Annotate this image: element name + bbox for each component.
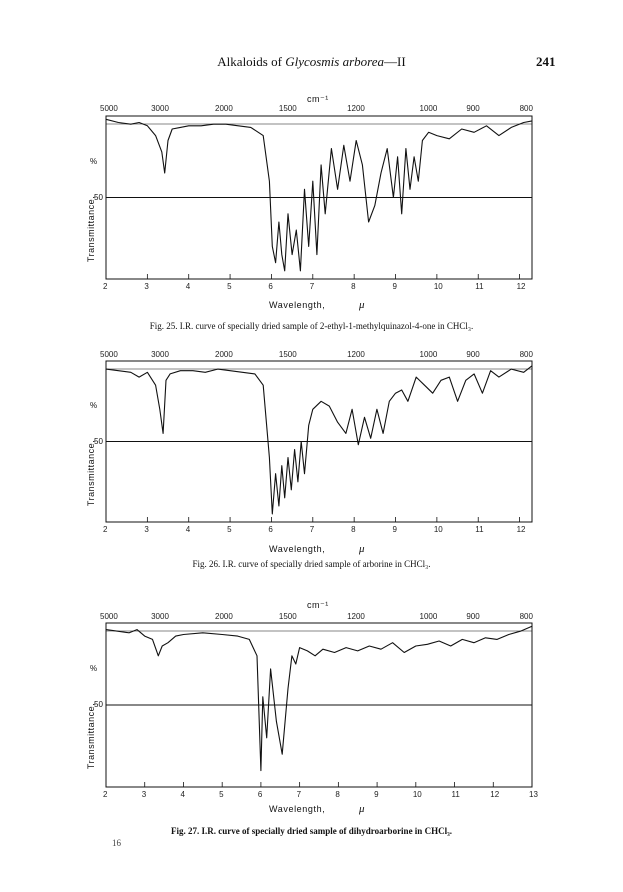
figure-27-wavenumber-tick: 2000 bbox=[215, 612, 233, 621]
figure-26-wavelength-tick: 7 bbox=[309, 525, 315, 534]
figure-25-wavelength-tick: 3 bbox=[144, 282, 149, 291]
figure-26-wavelength-tick: 11 bbox=[475, 525, 484, 534]
figure-27-wavenumber-tick: 1000 bbox=[419, 612, 438, 621]
figure-25-caption: Fig. 25. I.R. curve of specially dried sample of 2-ethyl-1-methylquinazol-4-one in CHCl₃. bbox=[149, 321, 474, 331]
figure-26-percent-symbol: % bbox=[90, 401, 98, 411]
figure-27-wavelength-tick: 4 bbox=[180, 790, 185, 799]
figure-27-wavelength-tick: 9 bbox=[374, 790, 379, 799]
figure-26-spectrum-line bbox=[106, 366, 532, 514]
figure-27-wavenumber-tick: 1500 bbox=[278, 612, 297, 621]
figure-25-percent-symbol: % bbox=[90, 156, 98, 166]
figure-26-x-axis-label: Wavelength, bbox=[269, 544, 326, 554]
figure-25-plot bbox=[106, 116, 532, 279]
figure-25-spectrum-line bbox=[106, 119, 532, 270]
figure-27-wavenumber-tick: 800 bbox=[519, 612, 533, 621]
figure-27-wavelength-tick: 11 bbox=[451, 790, 460, 799]
figure-25-wavenumber-tick: 900 bbox=[466, 104, 480, 113]
figure-26-wavelength-tick: 5 bbox=[227, 525, 232, 534]
figure-27-wavelength-tick: 12 bbox=[490, 790, 500, 799]
figure-25-unit-label: cm⁻¹ bbox=[307, 94, 329, 104]
figure-26-caption: Fig. 26. I.R. curve of specially dried sample of arborine in CHCl₃. bbox=[192, 559, 431, 569]
figure-26-x-axis-unit: μ bbox=[359, 543, 365, 555]
figure-25-wavelength-tick: 10 bbox=[433, 282, 443, 291]
figure-27-wavelength-tick: 8 bbox=[335, 790, 340, 799]
running-head: Alkaloids of Glycosmis arborea—II bbox=[217, 54, 406, 69]
figure-27-wavenumber-tick: 1200 bbox=[347, 612, 365, 621]
figure-26-plot bbox=[106, 361, 532, 522]
figure-25-wavenumber-tick: 5000 bbox=[100, 104, 118, 113]
figure-25-wavenumber-tick: 3000 bbox=[151, 104, 169, 113]
figure-25-x-axis-label: Wavelength, bbox=[269, 300, 326, 310]
figure-26-wavenumber-tick: 1500 bbox=[278, 350, 297, 359]
figure-26-y-axis-label: Transmittance, bbox=[86, 439, 96, 506]
figure-27-y-axis-label: Transmittance, bbox=[86, 702, 96, 770]
figure-27-plot bbox=[106, 623, 532, 787]
figure-25-wavelength-tick: 11 bbox=[475, 282, 484, 291]
figure-25-wavenumber-tick: 1000 bbox=[419, 104, 438, 113]
figure-27-wavelength-tick: 10 bbox=[412, 790, 422, 799]
figure-27-wavelength-tick: 2 bbox=[103, 790, 108, 799]
page-number: 241 bbox=[536, 54, 556, 69]
figure-27-unit-label: cm⁻¹ bbox=[307, 600, 329, 610]
figure-25-y-axis-label: Transmittance, bbox=[86, 195, 96, 262]
figure-27-caption: Fig. 27. I.R. curve of specially dried sample of dihydroarborine in CHCl₃. bbox=[170, 826, 453, 836]
figure-26-wavelength-tick: 2 bbox=[103, 525, 108, 534]
figure-27-fifty-label: 50 bbox=[94, 700, 103, 709]
figure-27-wavelength-tick: 13 bbox=[529, 790, 538, 799]
figure-25-wavelength-tick: 9 bbox=[392, 282, 397, 291]
figure-25-wavelength-tick: 7 bbox=[309, 282, 315, 291]
figure-27-wavelength-tick: 7 bbox=[296, 790, 302, 799]
figure-27-spectrum-line bbox=[106, 626, 532, 770]
figure-27-x-axis-label: Wavelength, bbox=[269, 804, 326, 814]
figure-27-wavelength-tick: 3 bbox=[141, 790, 147, 799]
figure-25-wavenumber-tick: 1500 bbox=[278, 104, 297, 113]
figure-26-wavenumber-tick: 800 bbox=[519, 350, 533, 359]
figure-27-x-axis-unit: μ bbox=[359, 803, 365, 815]
figure-26-wavenumber-tick: 1000 bbox=[419, 350, 438, 359]
figure-27-wavenumber-tick: 900 bbox=[466, 612, 480, 621]
figure-26-wavelength-tick: 8 bbox=[351, 525, 356, 534]
figure-26-fifty-label: 50 bbox=[94, 436, 103, 446]
figure-25-wavenumber-tick: 800 bbox=[519, 104, 533, 113]
figure-26-wavelength-tick: 10 bbox=[433, 525, 443, 534]
figure-25-wavelength-tick: 2 bbox=[103, 282, 108, 291]
figure-26-wavenumber-tick: 1200 bbox=[347, 350, 365, 359]
figure-26-wavenumber-tick: 2000 bbox=[215, 350, 233, 359]
figure-27-wavelength-tick: 5 bbox=[219, 790, 224, 799]
figure-26-wavelength-tick: 3 bbox=[144, 525, 149, 534]
figure-25-fifty-label: 50 bbox=[94, 192, 103, 202]
figure-25-x-axis-unit: μ bbox=[359, 299, 365, 311]
figure-27-wavenumber-tick: 5000 bbox=[100, 612, 118, 621]
figure-25-wavenumber-tick: 1200 bbox=[347, 104, 365, 113]
figure-26-wavelength-tick: 4 bbox=[185, 525, 191, 534]
figure-25-wavelength-tick: 12 bbox=[516, 282, 526, 291]
figure-26-wavelength-tick: 9 bbox=[392, 525, 397, 534]
figure-26-wavenumber-tick: 900 bbox=[466, 350, 480, 359]
figure-25-wavelength-tick: 4 bbox=[185, 282, 191, 291]
figure-26-wavelength-tick: 12 bbox=[516, 525, 526, 534]
figure-27-wavenumber-tick: 3000 bbox=[151, 612, 169, 621]
figure-25-wavelength-tick: 6 bbox=[268, 282, 273, 291]
figure-26-wavenumber-tick: 3000 bbox=[151, 350, 169, 359]
figure-26-wavelength-tick: 6 bbox=[268, 525, 273, 534]
signature-mark: 16 bbox=[112, 838, 121, 848]
figure-26-wavenumber-tick: 5000 bbox=[100, 350, 118, 359]
figure-25-wavelength-tick: 8 bbox=[351, 282, 356, 291]
figure-25-wavelength-tick: 5 bbox=[227, 282, 232, 291]
figure-25-wavenumber-tick: 2000 bbox=[215, 104, 233, 113]
figure-27-percent-symbol: % bbox=[90, 664, 98, 673]
figure-27-wavelength-tick: 6 bbox=[257, 790, 263, 799]
